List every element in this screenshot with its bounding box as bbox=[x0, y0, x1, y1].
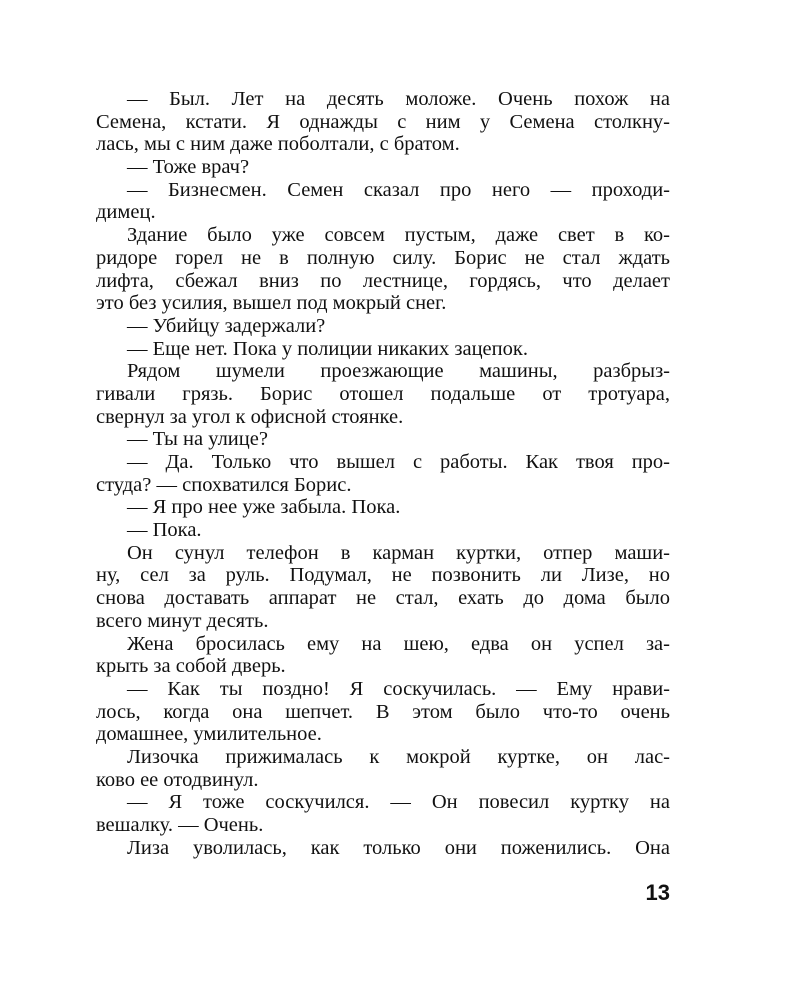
text-line: ну, сел за руль. Подумал, не позвонить ли Лизе, но bbox=[96, 564, 670, 587]
page-number: 13 bbox=[645, 880, 670, 905]
text-line: — Пока. bbox=[127, 519, 202, 542]
text-line: Здание было уже совсем пустым, даже свет в ко- bbox=[127, 224, 670, 247]
text-line: Семена, кстати. Я однажды с ним у Семена столкну- bbox=[96, 110, 670, 133]
text-line: крыть за собой дверь. bbox=[96, 655, 286, 678]
text-line: вешалку. — Очень. bbox=[96, 814, 264, 836]
text-line: это без усилия, вышел под мокрый снег. bbox=[96, 292, 447, 315]
text-line: — Я тоже соскучился. — Он повесил куртку на bbox=[127, 791, 670, 814]
text-line: ково ее отодвинул. bbox=[96, 768, 259, 791]
text-line: — Я про нее уже забыла. Пока. bbox=[127, 496, 401, 519]
text-line: снова доставать аппарат не стал, ехать до дома было bbox=[96, 587, 670, 610]
text-line: — Тоже врач? bbox=[127, 156, 250, 179]
text-line: Рядом шумели проезжающие машины, разбрыз- bbox=[127, 360, 670, 383]
text-line: Лиза уволилась, как только они поженились. Она bbox=[127, 836, 670, 859]
text-line: — Ты на улице? bbox=[127, 428, 268, 451]
text-line: димец. bbox=[96, 201, 156, 224]
text-line: — Бизнесмен. Семен сказал про него — проходи- bbox=[127, 178, 670, 201]
text-line: лась, мы с ним даже поболтали, с братом. bbox=[96, 133, 460, 156]
text-line: — Был. Лет на десять моложе. Очень похож на bbox=[127, 88, 670, 110]
text-line: Жена бросилась ему на шею, едва он успел за- bbox=[127, 632, 670, 655]
text-line: Он сунул телефон в карман куртки, отпер маши- bbox=[127, 541, 670, 564]
text-line: студа? — спохватился Борис. bbox=[96, 473, 352, 496]
text-line: лось, когда она шепчет. В этом было что-то очень bbox=[96, 700, 670, 723]
text-line: ридоре горел не в полную силу. Борис не стал ждать bbox=[96, 246, 670, 269]
text-line: домашнее, умилительное. bbox=[96, 723, 322, 746]
text-line: — Как ты поздно! Я соскучилась. — Ему нрави- bbox=[127, 677, 670, 700]
text-line: — Убийцу задержали? bbox=[127, 314, 326, 337]
text-line: гивали грязь. Борис отошел подальше от тротуара, bbox=[96, 382, 670, 405]
text-line: свернул за угол к офисной стоянке. bbox=[96, 405, 404, 428]
text-line: всего минут десять. bbox=[96, 609, 269, 632]
text-line: Лизочка прижималась к мокрой куртке, он лас- bbox=[127, 745, 670, 768]
text-line: — Да. Только что вышел с работы. Как твоя про- bbox=[127, 451, 670, 473]
text-line: — Еще нет. Пока у полиции никаких зацепок. bbox=[127, 337, 528, 360]
text-line: лифта, сбежал вниз по лестнице, гордясь, что делает bbox=[96, 269, 670, 292]
body-text bbox=[96, 88, 670, 859]
